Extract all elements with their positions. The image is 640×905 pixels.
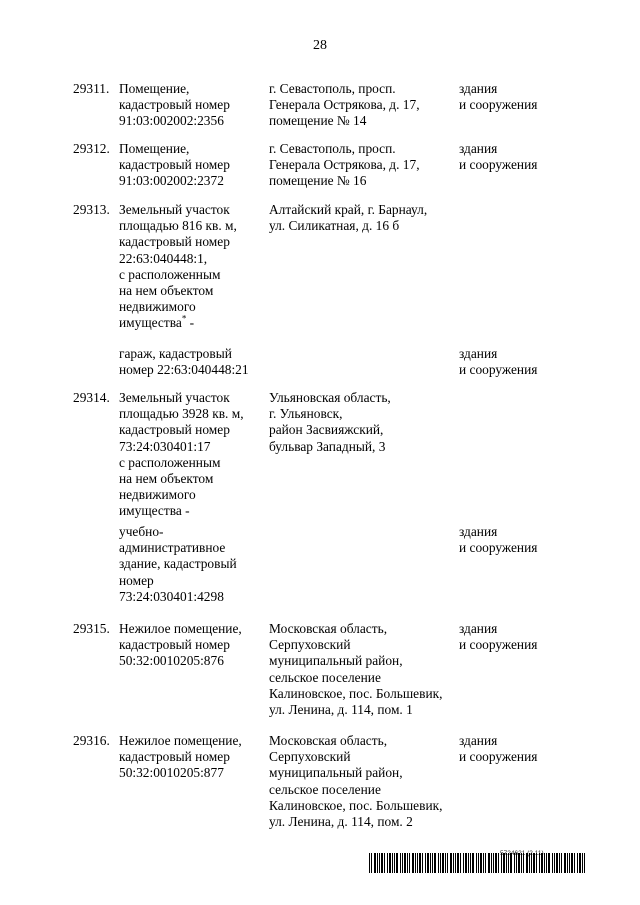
barcode-bar: [569, 853, 570, 873]
barcode-bar: [506, 853, 507, 873]
barcode-bar: [371, 853, 372, 873]
text-line: на нем объектом: [119, 471, 214, 487]
text-line: помещение № 16: [269, 173, 367, 189]
barcode-bar: [571, 853, 573, 873]
barcode-bar: [470, 853, 471, 873]
barcode-bar: [369, 853, 370, 873]
footnote-asterisk: *: [181, 313, 187, 324]
barcode-bar: [478, 853, 479, 873]
entry-address: [269, 621, 455, 718]
text-line: учебно-: [119, 524, 164, 539]
text-line: площадью 3928 кв. м,: [119, 406, 244, 422]
barcode-bar: [503, 853, 505, 873]
barcode-bar: [450, 853, 452, 873]
text-line: Нежилое помещение,: [119, 621, 242, 636]
entry-description: [119, 202, 267, 332]
barcode-bar: [409, 853, 410, 873]
text-fragment: имущества: [119, 315, 182, 331]
text-line: Калиновское, пос. Большевик,: [269, 797, 443, 813]
entry-address: [269, 390, 455, 455]
barcode-bar: [400, 853, 401, 873]
barcode: [369, 853, 586, 873]
text-line: здания: [459, 346, 498, 361]
text-line: 50:32:0010205:876: [119, 653, 224, 669]
text-line: недвижимого: [119, 299, 196, 315]
text-line: 22:63:040448:1,: [119, 250, 208, 266]
text-line: г. Севастополь, просп.: [269, 141, 396, 156]
text-line: кадастровый номер: [119, 749, 230, 765]
barcode-bar: [577, 853, 578, 873]
text-line: административное: [119, 540, 226, 556]
text-line: с расположенным: [119, 266, 221, 282]
text-line: номер 22:63:040448:21: [119, 362, 249, 378]
text-line: [119, 315, 267, 331]
barcode-bar: [472, 853, 474, 873]
text-line: и сооружения: [459, 97, 538, 113]
text-line: здания: [459, 81, 498, 96]
text-line: ул. Ленина, д. 114, пом. 1: [269, 702, 413, 718]
text-line: и сооружения: [459, 157, 538, 173]
barcode-bar: [491, 853, 492, 873]
barcode-bar: [457, 853, 459, 873]
text-line: Земельный участок: [119, 202, 230, 217]
barcode-bar: [412, 853, 414, 873]
barcode-bar: [544, 853, 545, 873]
text-line: номер: [119, 572, 154, 588]
barcode-bar: [379, 853, 380, 873]
barcode-bar: [407, 853, 408, 873]
entry-number: 29311.: [73, 81, 110, 96]
text-line: Помещение,: [119, 81, 190, 96]
entry-number: 29316.: [73, 733, 110, 748]
text-line: Алтайский край, г. Барнаул,: [269, 202, 428, 217]
barcode-bar: [536, 853, 537, 873]
barcode-bar: [476, 853, 477, 873]
text-line: Помещение,: [119, 141, 190, 156]
entry-description: [119, 81, 267, 130]
text-line: кадастровый номер: [119, 637, 230, 653]
text-line: гараж, кадастровый: [119, 346, 232, 361]
text-line: здания: [459, 141, 498, 156]
barcode-bar: [442, 853, 444, 873]
barcode-bar: [427, 853, 429, 873]
barcode-bar: [381, 853, 383, 873]
text-line: ул. Силикатная, д. 16 б: [269, 218, 400, 234]
barcode-bar: [465, 853, 467, 873]
barcode-bar: [447, 853, 448, 873]
barcode-bar: [396, 853, 398, 873]
barcode-bar: [508, 853, 509, 873]
sub-entry-description: [119, 524, 267, 605]
barcode-bar: [533, 853, 535, 873]
barcode-bar: [392, 853, 393, 873]
barcode-bar: [389, 853, 391, 873]
barcode-bar: [377, 853, 378, 873]
barcode-bar: [430, 853, 431, 873]
barcode-bar: [526, 853, 528, 873]
entry-number: 29314.: [73, 390, 110, 405]
text-line: и сооружения: [459, 749, 538, 765]
barcode-bar: [460, 853, 461, 873]
document-code: 5724621 (2.11): [500, 850, 544, 857]
entry-description: [119, 390, 267, 520]
barcode-bar: [483, 853, 484, 873]
barcode-bar: [394, 853, 395, 873]
barcode-bar: [554, 853, 555, 873]
text-line: Серпуховский: [269, 637, 351, 653]
text-line: кадастровый номер: [119, 422, 230, 438]
barcode-bar: [434, 853, 436, 873]
text-line: помещение № 14: [269, 113, 367, 129]
text-line: кадастровый номер: [119, 234, 230, 250]
text-line: здания: [459, 524, 498, 539]
barcode-bar: [374, 853, 376, 873]
barcode-bar: [584, 853, 585, 873]
entry-type: [459, 346, 589, 378]
barcode-bar: [468, 853, 469, 873]
text-line: Серпуховский: [269, 749, 351, 765]
barcode-bar: [493, 853, 494, 873]
text-line: и сооружения: [459, 637, 538, 653]
text-line: Калиновское, пос. Большевик,: [269, 685, 443, 701]
text-line: Московская область,: [269, 621, 388, 636]
barcode-bar: [455, 853, 456, 873]
barcode-bar: [539, 853, 540, 873]
barcode-bar: [417, 853, 418, 873]
barcode-bar: [541, 853, 543, 873]
barcode-bar: [552, 853, 553, 873]
text-line: Земельный участок: [119, 390, 230, 405]
text-line: г. Севастополь, просп.: [269, 81, 396, 96]
barcode-bar: [579, 853, 581, 873]
entry-description: [119, 733, 267, 782]
text-line: 73:24:030401:17: [119, 438, 211, 454]
barcode-bar: [402, 853, 403, 873]
barcode-bar: [523, 853, 524, 873]
entry-description: [119, 621, 267, 670]
barcode-bar: [531, 853, 532, 873]
entry-address: [269, 81, 455, 130]
text-line: сельское поселение: [269, 781, 381, 797]
text-line: площадью 816 кв. м,: [119, 218, 237, 234]
barcode-bar: [384, 853, 385, 873]
barcode-bar: [387, 853, 388, 873]
barcode-bar: [422, 853, 423, 873]
barcode-bar: [488, 853, 490, 873]
text-line: муниципальный район,: [269, 765, 403, 781]
barcode-bar: [514, 853, 515, 873]
text-line: 91:03:002002:2356: [119, 113, 224, 129]
text-line: с расположенным: [119, 454, 221, 470]
entry-address: [269, 202, 455, 234]
barcode-bar: [425, 853, 426, 873]
text-line: район Засвияжский,: [269, 422, 384, 438]
barcode-bar: [548, 853, 550, 873]
text-line: здание, кадастровый: [119, 556, 237, 572]
entry-number: 29313.: [73, 202, 110, 217]
barcode-bar: [521, 853, 522, 873]
barcode-bar: [445, 853, 446, 873]
text-fragment: -: [186, 315, 195, 331]
text-line: недвижимого: [119, 487, 196, 503]
text-line: здания: [459, 621, 498, 636]
barcode-bar: [561, 853, 562, 873]
entry-type: [459, 524, 589, 556]
sub-entry-description: [119, 346, 267, 378]
barcode-bar: [582, 853, 583, 873]
barcode-bar: [567, 853, 568, 873]
text-line: кадастровый номер: [119, 157, 230, 173]
text-line: 50:32:0010205:877: [119, 765, 224, 781]
barcode-bar: [498, 853, 499, 873]
entry-number: 29315.: [73, 621, 110, 636]
text-line: бульвар Западный, 3: [269, 438, 386, 454]
page-number: 28: [313, 38, 327, 53]
text-line: муниципальный район,: [269, 653, 403, 669]
text-line: на нем объектом: [119, 283, 214, 299]
barcode-bar: [564, 853, 566, 873]
barcode-bar: [404, 853, 406, 873]
barcode-bar: [463, 853, 464, 873]
entry-type: [459, 141, 589, 173]
barcode-bar: [559, 853, 560, 873]
entry-number: 29312.: [73, 141, 110, 156]
entry-type: [459, 621, 589, 653]
text-line: сельское поселение: [269, 669, 381, 685]
text-line: ул. Ленина, д. 114, пом. 2: [269, 814, 413, 830]
barcode-bar: [440, 853, 441, 873]
text-line: Генерала Острякова, д. 17,: [269, 157, 420, 173]
text-line: г. Ульяновск,: [269, 406, 343, 422]
barcode-bar: [516, 853, 517, 873]
text-line: Ульяновская область,: [269, 390, 391, 405]
entry-type: [459, 733, 589, 765]
text-line: и сооружения: [459, 362, 538, 378]
entry-description: [119, 141, 267, 190]
barcode-bar: [415, 853, 416, 873]
text-line: 91:03:002002:2372: [119, 173, 224, 189]
barcode-bar: [495, 853, 497, 873]
barcode-bar: [480, 853, 482, 873]
text-line: имущества -: [119, 503, 190, 519]
barcode-bar: [432, 853, 433, 873]
barcode-bar: [453, 853, 454, 873]
barcode-bar: [518, 853, 520, 873]
text-line: Нежилое помещение,: [119, 733, 242, 748]
text-line: 73:24:030401:4298: [119, 588, 224, 604]
barcode-bar: [438, 853, 439, 873]
barcode-bar: [501, 853, 502, 873]
text-line: Московская область,: [269, 733, 388, 748]
barcode-bar: [574, 853, 575, 873]
text-line: и сооружения: [459, 540, 538, 556]
entry-type: [459, 81, 589, 113]
barcode-bar: [529, 853, 530, 873]
barcode-bar: [556, 853, 558, 873]
entry-address: [269, 141, 455, 190]
text-line: кадастровый номер: [119, 97, 230, 113]
text-line: Генерала Острякова, д. 17,: [269, 97, 420, 113]
barcode-bar: [485, 853, 486, 873]
barcode-bar: [510, 853, 512, 873]
barcode-bar: [419, 853, 421, 873]
text-line: здания: [459, 733, 498, 748]
entry-address: [269, 733, 455, 830]
barcode-bar: [546, 853, 547, 873]
